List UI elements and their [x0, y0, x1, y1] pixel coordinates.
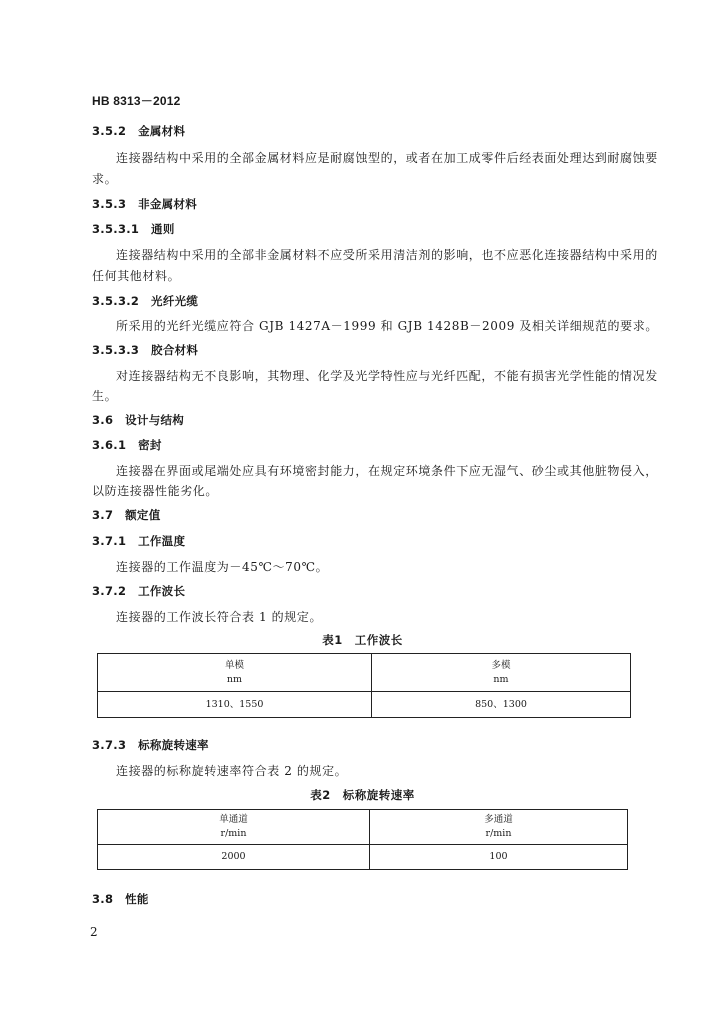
section-number: 3.6.1: [92, 438, 127, 452]
table1-col1-header: [98, 654, 372, 692]
table2-col2-name: 多通道: [484, 814, 513, 825]
table2-col1-header: [98, 810, 370, 845]
table2-col2-unit: r/min: [485, 828, 512, 839]
table1-header-row: [98, 654, 631, 692]
section-number: 3.5.3.2: [92, 294, 140, 308]
page-number: 2: [90, 925, 98, 939]
section-3-5-3-3-heading: [92, 342, 198, 358]
table2-data-row: [98, 845, 628, 870]
section-3-5-3-2-line1: 所采用的光纤光缆应符合 GJB 1427A－1999 和 GJB 1428B－2009 及相关详细规范的要求。: [116, 319, 658, 333]
section-title: 设计与结构: [125, 413, 185, 427]
table1-col1-unit: nm: [226, 673, 243, 685]
section-number: 3.7: [92, 508, 114, 522]
section-3-5-3-2-heading: [92, 293, 198, 309]
table2-col1-name: 单通道: [219, 814, 248, 825]
section-3-5-2-line2: 求。: [92, 172, 118, 186]
section-3-7-heading: [92, 507, 161, 523]
section-3-7-3-heading: [92, 737, 209, 753]
section-title: 通则: [151, 222, 175, 236]
section-3-7-3-line1: 连接器的标称旋转速率符合表 2 的规定。: [116, 764, 348, 778]
section-3-7-2-line1: 连接器的工作波长符合表 1 的规定。: [116, 610, 323, 624]
section-3-6-1-line1: 连接器在界面或尾端处应具有环境密封能力，在规定环境条件下应无湿气、砂尘或其他脏物侵入，: [116, 464, 658, 478]
section-3-5-3-1-line2: 任何其他材料。: [92, 269, 181, 283]
standard-number: HB 8313－2012: [92, 94, 181, 108]
table2-caption: 表2 标称旋转速率: [310, 788, 415, 802]
table1-data-row: [98, 692, 631, 718]
section-3-5-3-3-line2: 生。: [92, 389, 118, 403]
section-3-5-2-line1: 连接器结构中采用的全部金属材料应是耐腐蚀型的，或者在加工成零件后经表面处理达到耐腐蚀要: [116, 151, 658, 165]
section-title: 额定值: [125, 508, 161, 522]
table2-col1-unit: r/min: [220, 828, 247, 839]
table2-col2-value: 100: [370, 845, 628, 870]
table1-col2-unit: nm: [493, 673, 509, 685]
section-number: 3.8: [92, 892, 114, 906]
section-number: 3.5.3: [92, 197, 127, 211]
section-3-5-3-1-heading: [92, 221, 175, 237]
section-number: 3.7.3: [92, 738, 127, 752]
section-3-7-2-heading: [92, 583, 185, 599]
section-3-6-1-line2: 以防连接器性能劣化。: [92, 484, 219, 498]
section-number: 3.6: [92, 413, 114, 427]
table1-col1-name: 单模: [224, 659, 244, 671]
section-3-8-heading: [92, 891, 149, 907]
table2-col2-header: [370, 810, 628, 845]
table1-col2-value: 850、1300: [372, 692, 631, 718]
section-title: 非金属材料: [138, 197, 198, 211]
table1-col1-value: 1310、1550: [98, 692, 372, 718]
table1: [97, 653, 631, 718]
section-3-6-1-heading: [92, 437, 162, 453]
table2-col1-value: 2000: [98, 845, 370, 870]
section-3-5-3-heading: [92, 196, 197, 212]
section-3-6-heading: [92, 412, 184, 428]
table2: [97, 809, 628, 870]
table1-col2-header: [372, 654, 631, 692]
table2-header-row: [98, 810, 628, 845]
section-3-7-1-line1: 连接器的工作温度为－45℃～70℃。: [116, 560, 329, 574]
section-title: 标称旋转速率: [138, 738, 209, 752]
section-title: 光纤光缆: [151, 294, 199, 308]
section-title: 工作温度: [138, 534, 186, 548]
section-title: 密封: [138, 438, 162, 452]
section-3-5-3-1-line1: 连接器结构中采用的全部非金属材料不应受所采用清洁剂的影响，也不应恶化连接器结构中采用的: [116, 248, 658, 262]
section-number: 3.7.2: [92, 584, 127, 598]
section-title: 工作波长: [138, 584, 186, 598]
table1-caption: 表1 工作波长: [322, 633, 403, 647]
section-3-7-1-heading: [92, 533, 185, 549]
section-number: 3.5.3.1: [92, 222, 140, 236]
section-number: 3.5.3.3: [92, 343, 140, 357]
section-number: 3.7.1: [92, 534, 127, 548]
section-number: 3.5.2: [92, 124, 127, 138]
section-3-5-3-3-line1: 对连接器结构无不良影响，其物理、化学及光学特性应与光纤匹配，不能有损害光学性能的情况发: [116, 369, 658, 383]
section-title: 性能: [125, 892, 149, 906]
section-3-5-2-heading: [92, 123, 185, 139]
section-title: 金属材料: [138, 124, 186, 138]
section-title: 胶合材料: [151, 343, 199, 357]
table1-col2-name: 多模: [491, 659, 511, 671]
